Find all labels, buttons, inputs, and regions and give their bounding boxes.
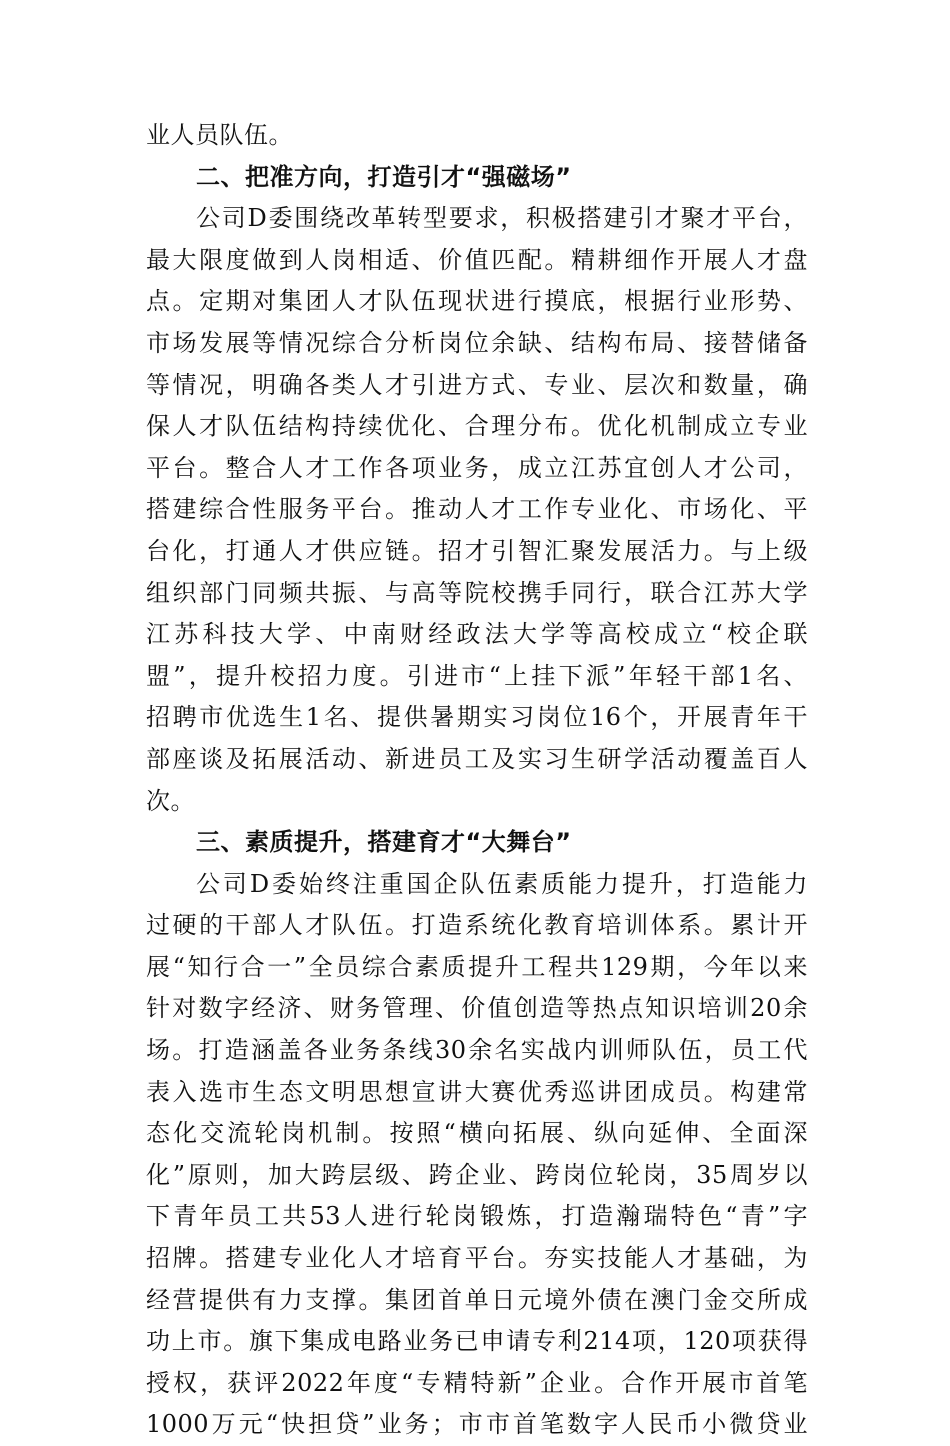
body-text-line: 功上市。旗下集成电路业务已申请专利214项，120项获得 <box>146 1327 808 1356</box>
section-heading: 二、把准方向，打造引才“强磁场” <box>196 162 572 191</box>
body-text-line: 台化，打通人才供应链。招才引智汇聚发展活力。与上级 <box>146 536 808 565</box>
body-text-line: 态化交流轮岗机制。按照“横向拓展、纵向延伸、全面深 <box>146 1119 808 1148</box>
body-text-line: 江苏科技大学、中南财经政法大学等高校成立“校企联 <box>146 620 808 649</box>
body-text-line: 组织部门同频共振、与高等院校携手同行，联合江苏大学 <box>146 578 808 607</box>
body-text-line: 次。 <box>146 786 195 815</box>
body-text-line: 化”原则，加大跨层级、跨企业、跨岗位轮岗，35周岁以 <box>146 1160 808 1189</box>
body-text-line: 公司D委始终注重国企队伍素质能力提升，打造能力 <box>196 869 808 898</box>
body-text-line: 招牌。搭建专业化人才培育平台。夯实技能人才基础，为 <box>146 1244 808 1273</box>
body-text-line: 表入选市生态文明思想宣讲大赛优秀巡讲团成员。构建常 <box>146 1077 808 1106</box>
body-text-line: 针对数字经济、财务管理、价值创造等热点知识培训20余 <box>146 994 808 1023</box>
body-text-line: 保人才队伍结构持续优化、合理分布。优化机制成立专业 <box>146 412 808 441</box>
body-text-line: 1000万元“快担贷”业务；市市首笔数字人民币小微贷业 <box>146 1410 808 1439</box>
body-text-line: 授权，获评2022年度“专精特新”企业。合作开展市首笔 <box>146 1368 808 1397</box>
body-text-line: 市场发展等情况综合分析岗位余缺、结构布局、接替储备 <box>146 328 808 357</box>
body-text-line: 下青年员工共53人进行轮岗锻炼，打造瀚瑞特色“青”字 <box>146 1202 808 1231</box>
body-text-line: 部座谈及拓展活动、新进员工及实习生研学活动覆盖百人 <box>146 744 808 773</box>
body-text-line: 业人员队伍。 <box>146 121 293 149</box>
body-text-line: 点。定期对集团人才队伍现状进行摸底，根据行业形势、 <box>146 287 808 316</box>
body-text-line: 最大限度做到人岗相适、价值匹配。精耕细作开展人才盘 <box>146 245 808 274</box>
body-text-line: 招聘市优选生1名、提供暑期实习岗位16个，开展青年干 <box>146 703 808 732</box>
body-text-line: 等情况，明确各类人才引进方式、专业、层次和数量，确 <box>146 370 808 399</box>
body-text-line: 搭建综合性服务平台。推动人才工作专业化、市场化、平 <box>146 495 808 524</box>
body-text-line: 盟”，提升校招力度。引进市“上挂下派”年轻干部1名、 <box>146 661 808 690</box>
section-heading: 三、素质提升，搭建育才“大舞台” <box>196 828 572 857</box>
body-text-line: 公司D委围绕改革转型要求，积极搭建引才聚才平台， <box>196 204 808 233</box>
document-page <box>146 115 808 1446</box>
body-text-line: 场。打造涵盖各业务条线30余名实战内训师队伍，员工代 <box>146 1036 808 1065</box>
body-text-line: 过硬的干部人才队伍。打造系统化教育培训体系。累计开 <box>146 911 808 940</box>
body-text-line: 经营提供有力支撑。集团首单日元境外债在澳门金交所成 <box>146 1285 808 1314</box>
body-text-line: 展“知行合一”全员综合素质提升工程共129期，今年以来 <box>146 952 808 981</box>
body-text-line: 平台。整合人才工作各项业务，成立江苏宜创人才公司， <box>146 453 808 482</box>
